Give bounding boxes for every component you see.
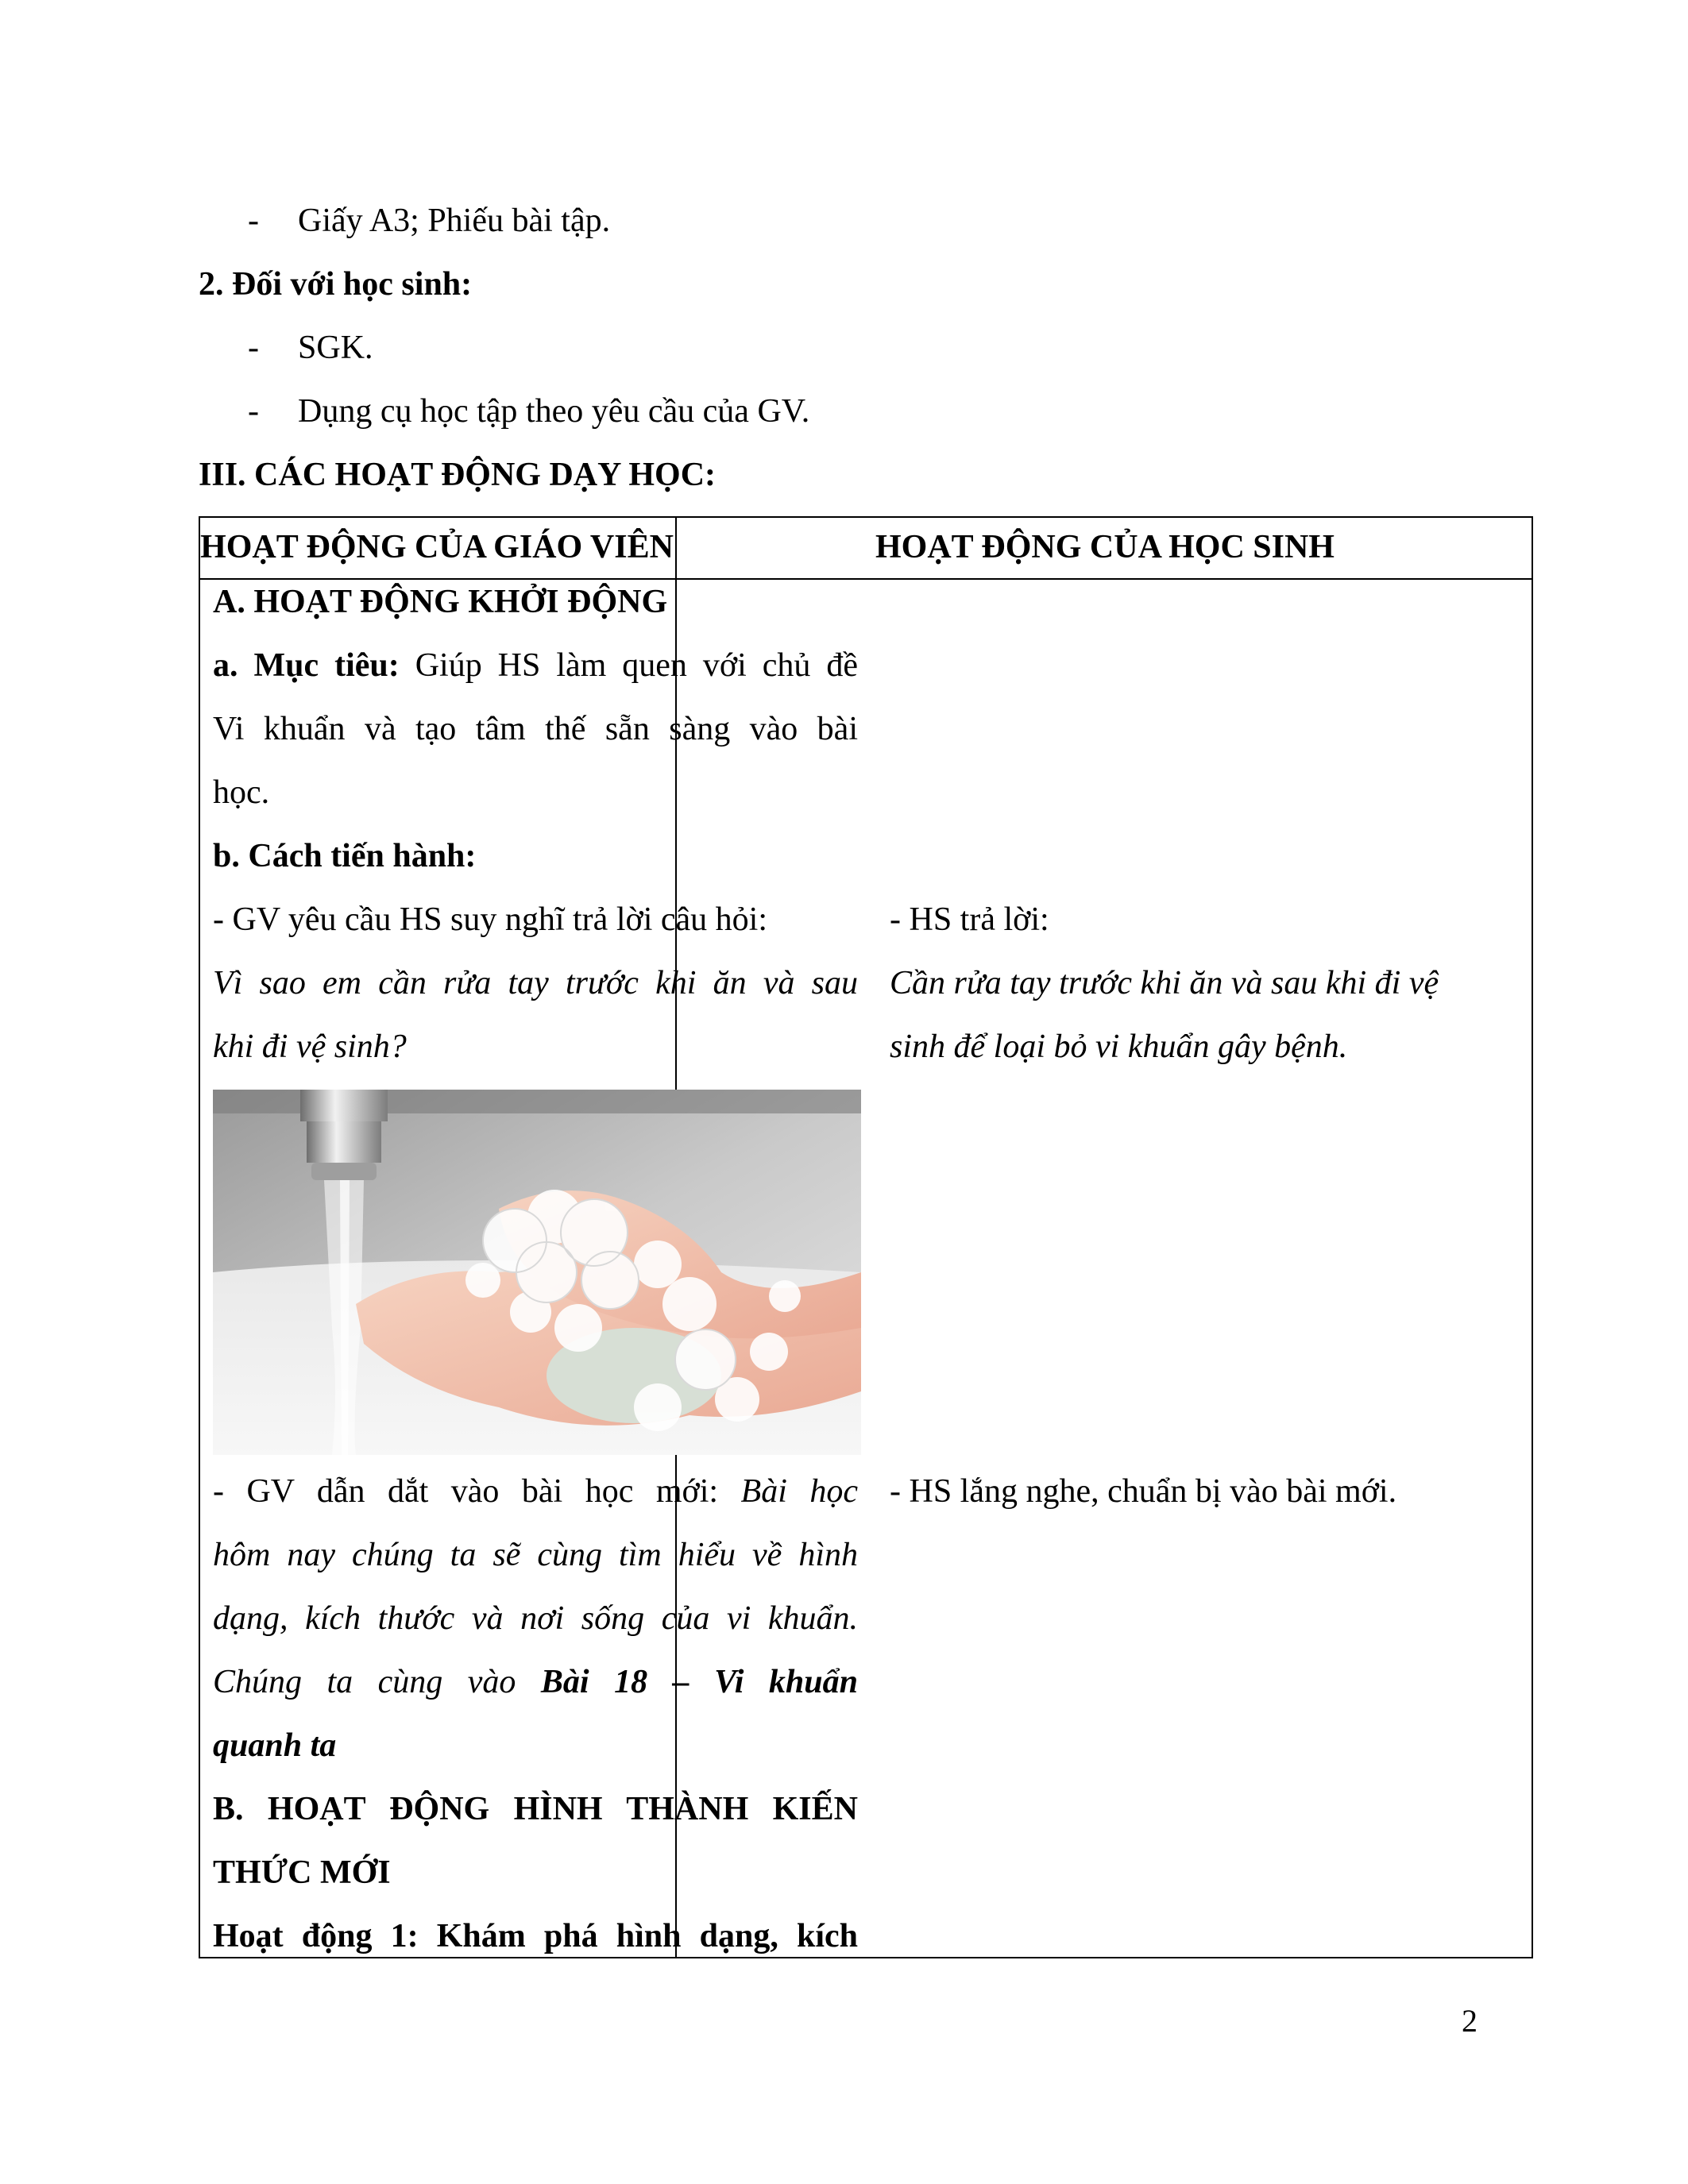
lesson-title-end: quanh ta — [213, 1727, 337, 1764]
activity-1-title: Hoạt động 1: Khám phá hình dạng, kích — [213, 1918, 858, 1954]
handwashing-photo — [213, 1090, 861, 1455]
hs-answer-line: sinh để loại bỏ vi khuẩn gây bệnh. — [890, 1028, 1348, 1065]
gv-lead-line — [213, 1460, 858, 1523]
gv-lead-line: dạng, kích thước và nơi sống của vi khuẩn. — [213, 1600, 858, 1637]
material-text: Giấy A3; Phiếu bài tập. — [298, 203, 611, 239]
objective-line: Vi khuẩn và tạo tâm thế sẵn sàng vào bài — [213, 711, 858, 747]
list-dash: - — [248, 393, 259, 430]
hs-listen: - HS lắng nghe, chuẩn bị vào bài mới. — [890, 1473, 1397, 1510]
student-column-header: HOẠT ĐỘNG CỦA HỌC SINH — [875, 529, 1335, 565]
gv-lead-line: hôm nay chúng ta sẽ cùng tìm hiểu về hình — [213, 1537, 858, 1573]
handwashing-illustration — [213, 1090, 861, 1455]
objective-text: Giúp HS làm quen với chủ đề — [399, 647, 858, 684]
lesson-title: Bài 18 – Vi khuẩn — [540, 1664, 858, 1700]
list-dash: - — [248, 330, 259, 366]
teacher-column-header: HOẠT ĐỘNG CỦA GIÁO VIÊN — [200, 529, 674, 565]
gv-lead-italic: Bài học — [740, 1473, 858, 1510]
gv-question-line: khi đi vệ sinh? — [213, 1028, 407, 1065]
page-number: 2 — [1462, 2003, 1477, 2039]
part-b-title: B. HOẠT ĐỘNG HÌNH THÀNH KIẾN — [213, 1791, 858, 1827]
objective-line: học. — [213, 774, 270, 811]
gv-lead-line — [213, 1650, 858, 1714]
gv-lead-italic: Chúng ta cùng vào — [213, 1664, 541, 1700]
student-materials-heading: 2. Đối với học sinh: — [199, 266, 473, 303]
hs-answer-line: Cần rửa tay trước khi ăn và sau khi đi vệ — [890, 965, 1439, 1001]
hs-answer-intro: - HS trả lời: — [890, 901, 1049, 938]
objective-line — [213, 634, 858, 697]
part-a-title: A. HOẠT ĐỘNG KHỞI ĐỘNG — [213, 584, 668, 620]
gv-question-intro: - GV yêu cầu HS suy nghĩ trả lời câu hỏi: — [213, 901, 767, 938]
gv-question-line: Vì sao em cần rửa tay trước khi ăn và sau — [213, 965, 858, 1001]
material-text: SGK. — [298, 330, 373, 366]
gv-lead-prefix: - GV dẫn dắt vào bài học mới: — [213, 1473, 741, 1510]
material-text: Dụng cụ học tập theo yêu cầu của GV. — [298, 393, 810, 430]
objective-label: a. Mục tiêu: — [213, 647, 400, 684]
procedure-label: b. Cách tiến hành: — [213, 838, 477, 874]
section-title: III. CÁC HOẠT ĐỘNG DẠY HỌC: — [199, 457, 717, 493]
part-b-title: THỨC MỚI — [213, 1854, 391, 1891]
list-dash: - — [248, 203, 259, 239]
